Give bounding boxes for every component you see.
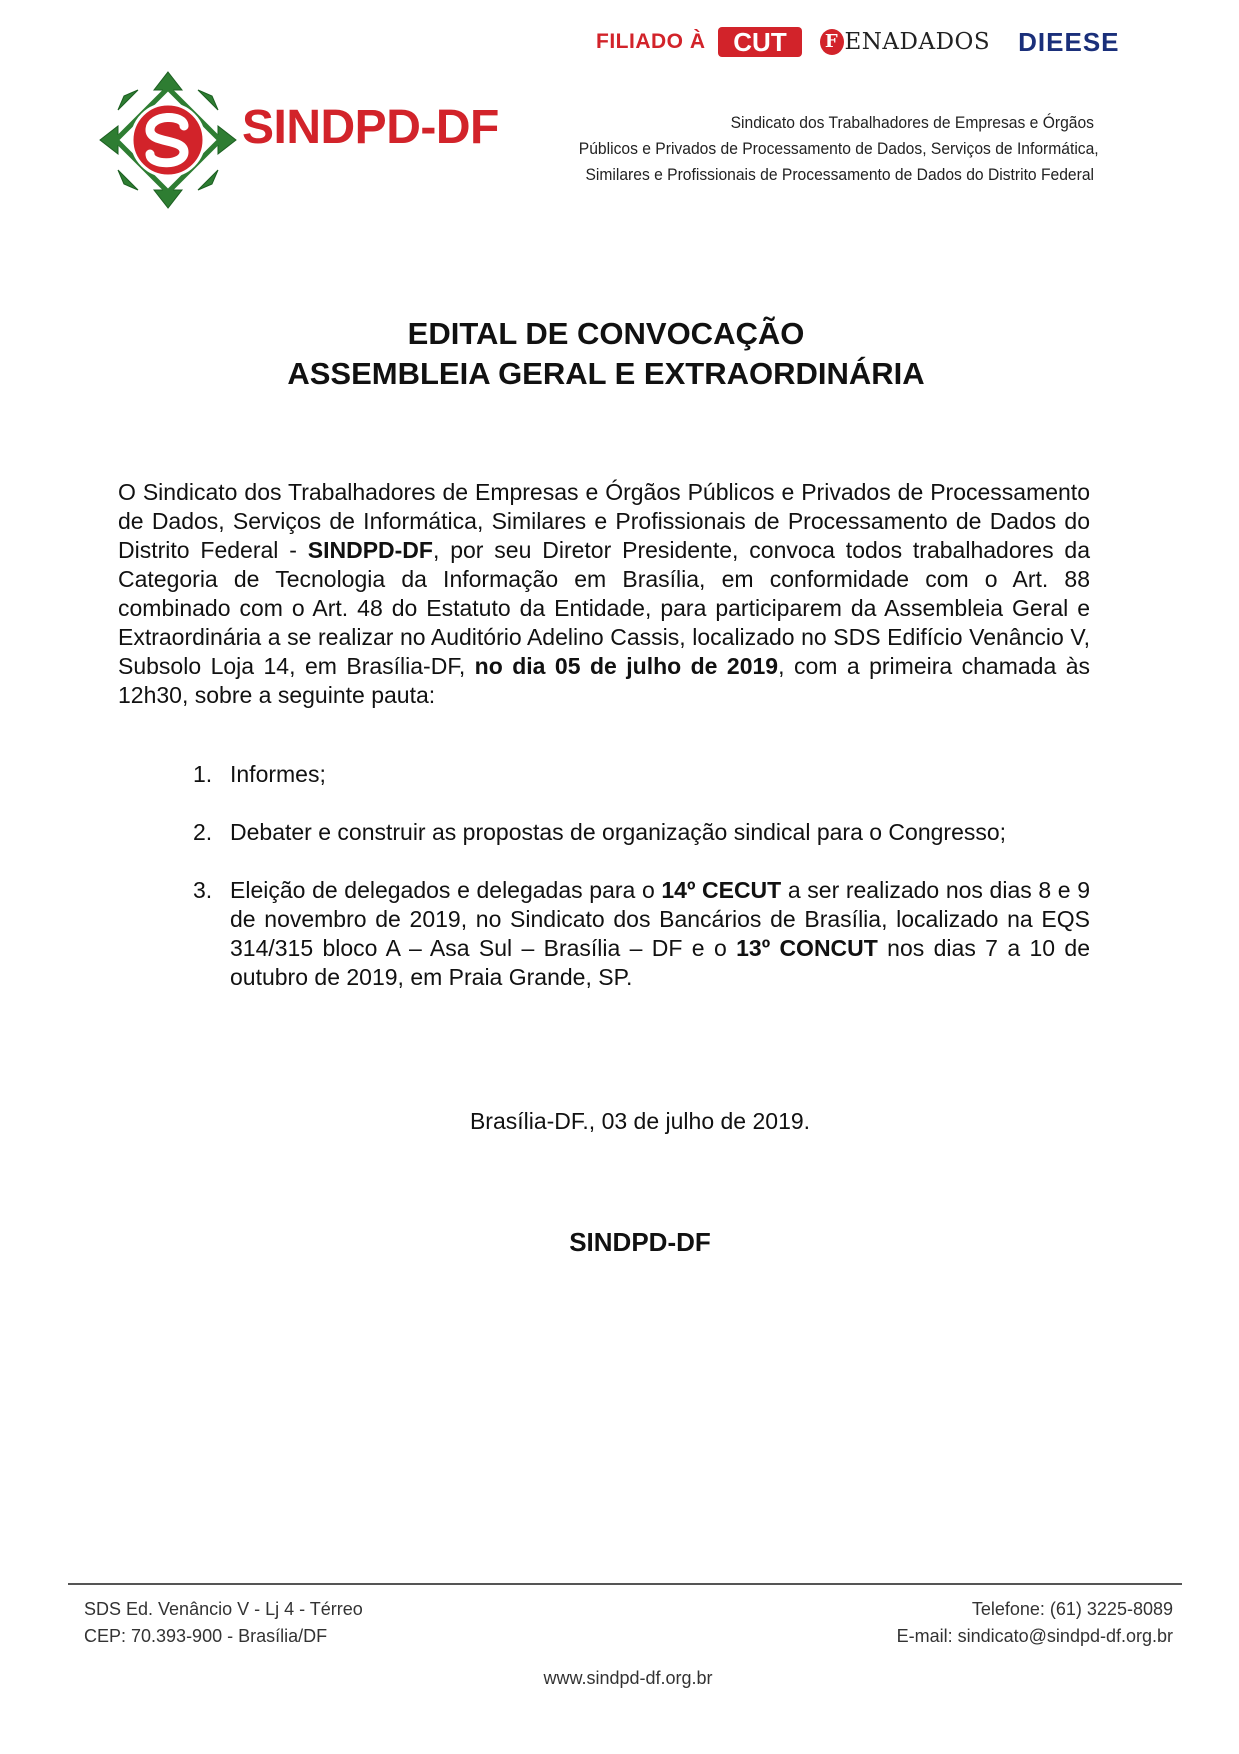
footer-divider (68, 1583, 1182, 1585)
org-short-name: SINDPD-DF (242, 101, 499, 154)
agenda-item (118, 760, 1090, 789)
title-line-2: ASSEMBLEIA GERAL E EXTRAORDINÁRIA (287, 356, 925, 391)
dateline: Brasília-DF., 03 de julho de 2019. (469, 1108, 811, 1134)
agenda-item-number: 1. (193, 761, 213, 787)
fenadados-logo-mark: F (820, 29, 844, 55)
org-full-name-line: Similares e Profissionais de Processamento de Dados do Distrito Federal (585, 165, 1094, 184)
footer-address (84, 1596, 363, 1650)
footer-address-line: CEP: 70.393-900 - Brasília/DF (84, 1626, 328, 1646)
intro-text: , por seu Diretor Presidente, convoca todos trabalhadores da Categoria de Tecnologia da Informação em Brasília, em conformidade com o Art. 88 combinado com o Art. 48 do Estatuto da Entidade, para participarem da Assembleia Geral e Extraordinária a se realizar no Auditório Adelino Cassis, localizado no SDS Edifício Venâncio V, Subsolo Loja 14, em Brasília-DF, (118, 537, 1091, 679)
footer-address-line: SDS Ed. Venâncio V - Lj 4 - Térreo (84, 1599, 363, 1619)
fenadados-logo (820, 29, 991, 55)
agenda-item (118, 818, 1090, 847)
intro-text: O Sindicato dos Trabalhadores de Empresas e Órgãos Públicos e Privados de Processamento de Dados, Serviços de Informática, Similares e Profissionais de Processamento de Dados do Distrito Federal - (118, 479, 1090, 563)
intro-paragraph (118, 478, 1090, 710)
affiliation-strip (596, 24, 1120, 60)
cut-logo-icon (718, 27, 802, 57)
footer-contact (897, 1596, 1173, 1650)
affiliation-label: FILIADO À (596, 30, 706, 53)
agenda-item-bold: 14º CECUT (661, 877, 782, 903)
signature: SINDPD-DF (569, 1227, 711, 1257)
fenadados-logo-text: ENADADOS (844, 29, 991, 55)
footer-website: www.sindpd-df.org.br (543, 1668, 713, 1688)
agenda-list (118, 760, 1090, 992)
cut-logo (718, 27, 802, 57)
agenda-item-number: 2. (193, 819, 213, 845)
agenda-item-bold: 13º CONCUT (736, 935, 878, 961)
title-line-1: EDITAL DE CONVOCAÇÃO (407, 316, 805, 351)
intro-bold-date: no dia 05 de julho de 2019 (474, 653, 779, 679)
org-full-name-line: Sindicato dos Trabalhadores de Empresas e Órgãos (730, 113, 1094, 132)
agenda-item-text: Debater e construir as propostas de organização sindical para o Congresso; (230, 819, 1007, 845)
agenda-item-text: nos dias 7 a 10 de outubro de 2019, em Praia Grande, SP. (230, 935, 1090, 990)
footer-phone: Telefone: (61) 3225-8089 (971, 1599, 1173, 1619)
document-title (0, 314, 1212, 394)
agenda-item (118, 876, 1090, 992)
dieese-logo: DIEESE (1018, 26, 1120, 57)
intro-text: , com a primeira chamada às 12h30, sobre a seguinte pauta: (118, 653, 1091, 708)
cut-logo-text: CUT (732, 27, 787, 57)
org-full-name-line: Públicos e Privados de Processamento de Dados, Serviços de Informática, (578, 139, 1099, 158)
agenda-item-text: Informes; (230, 761, 326, 787)
org-full-name (578, 110, 1099, 188)
agenda-item-number: 3. (193, 877, 213, 903)
agenda-item-text: a ser realizado nos dias 8 e 9 de novembro de 2019, no Sindicato dos Bancários de Brasília, localizado na EQS 314/315 bloco A – Asa Sul – Brasília – DF e o (230, 877, 1091, 961)
agenda-item-text: Eleição de delegados e delegadas para o (230, 877, 662, 903)
sindpd-df-logo-icon (98, 70, 238, 210)
footer-email: E-mail: sindicato@sindpd-df.org.br (896, 1626, 1173, 1646)
intro-bold-org: SINDPD-DF (307, 537, 433, 563)
